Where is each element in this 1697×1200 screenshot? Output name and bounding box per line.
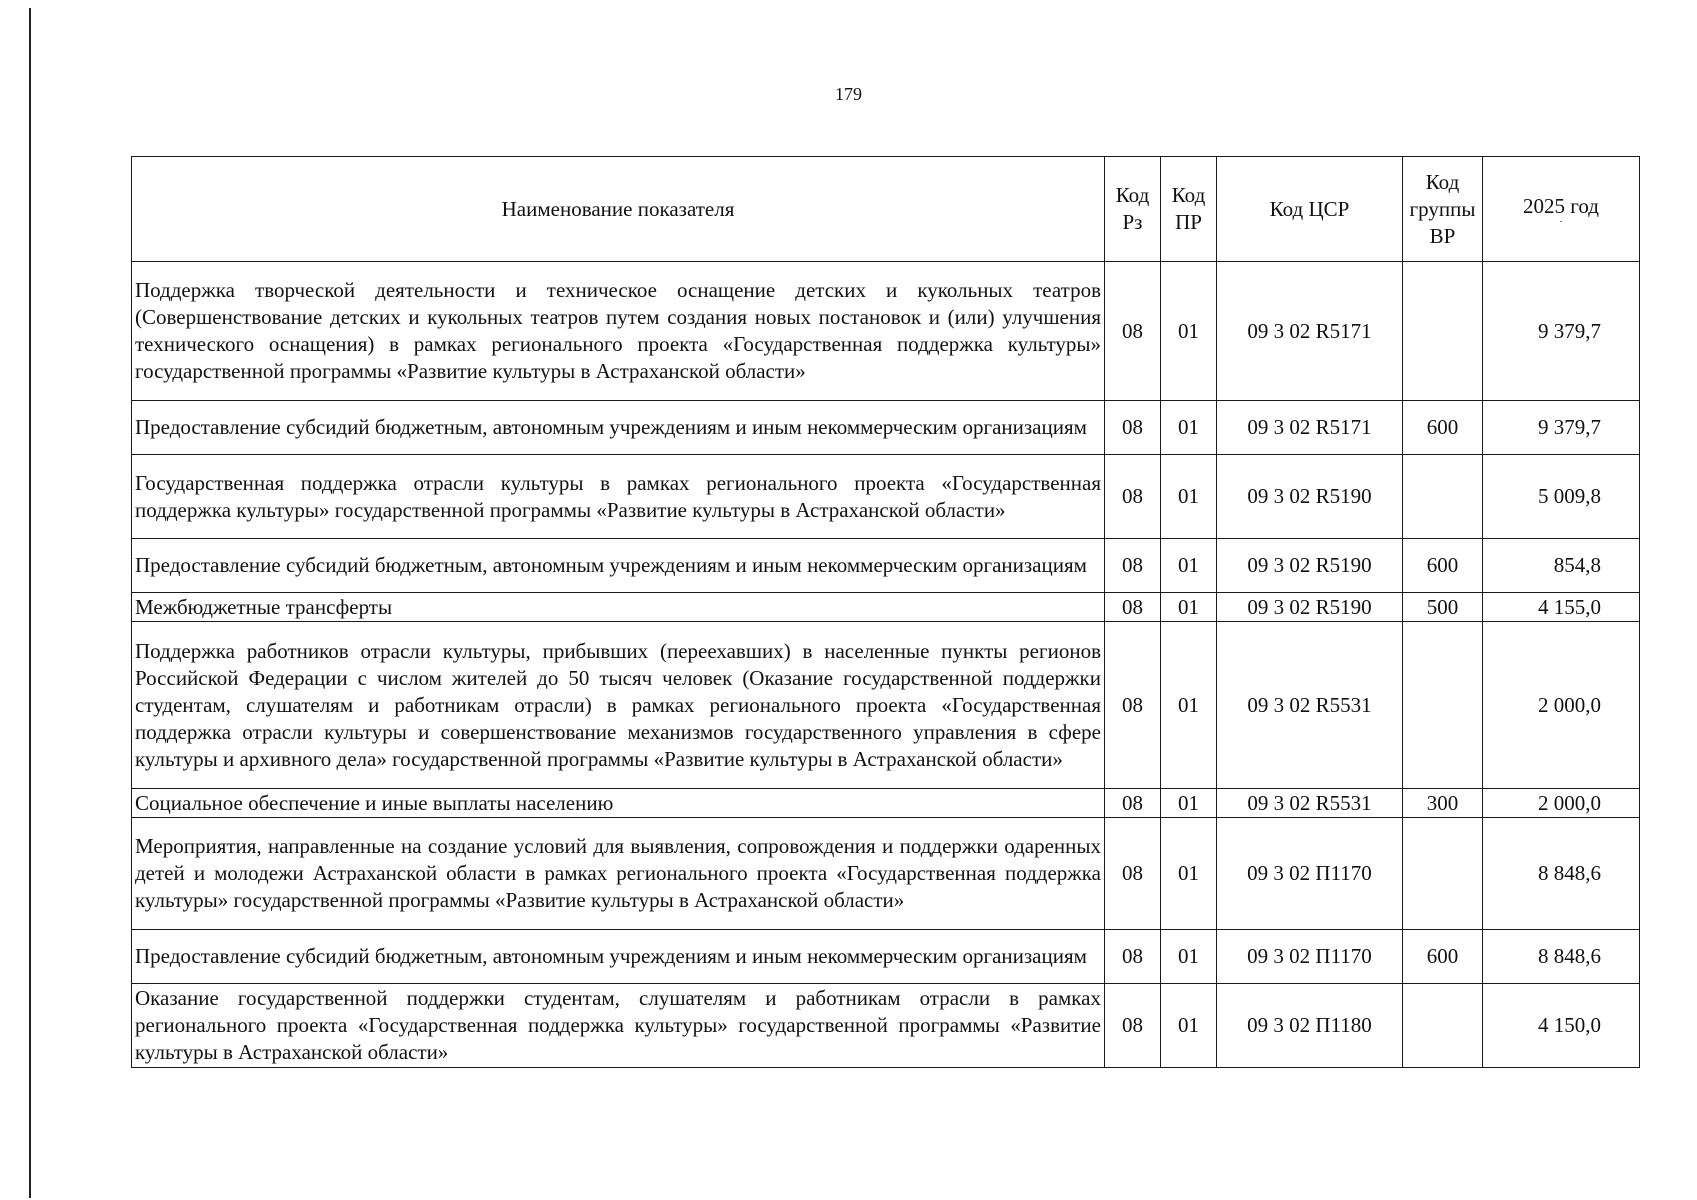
cell-vr-group-code <box>1403 622 1483 789</box>
cell-csr-code: 09 3 02 R5171 <box>1217 262 1403 401</box>
cell-pr-code: 01 <box>1161 789 1217 818</box>
cell-csr-code: 09 3 02 R5531 <box>1217 789 1403 818</box>
cell-pr-code: 01 <box>1161 262 1217 401</box>
table-row <box>132 984 1640 1068</box>
cell-amount-2025: 9 379,7 <box>1483 262 1640 401</box>
cell-rz-code: 08 <box>1105 930 1161 984</box>
cell-csr-code: 09 3 02 R5171 <box>1217 401 1403 455</box>
cell-amount-2025: 4 155,0 <box>1483 593 1640 622</box>
table-row <box>132 593 1640 622</box>
cell-vr-group-code: 600 <box>1403 539 1483 593</box>
cell-indicator-name: Социальное обеспечение и иные выплаты населению <box>132 789 1105 818</box>
cell-indicator-name: Предоставление субсидий бюджетным, автономным учреждениям и иным некоммерческим организациям <box>132 401 1105 455</box>
cell-csr-code: 09 3 02 R5190 <box>1217 593 1403 622</box>
table-row <box>132 455 1640 539</box>
cell-pr-code: 01 <box>1161 539 1217 593</box>
header-year-2025 <box>1483 157 1640 262</box>
cell-rz-code: 08 <box>1105 401 1161 455</box>
cell-csr-code: 09 3 02 R5531 <box>1217 622 1403 789</box>
header-year-2025-label: 2025 год <box>1523 193 1599 218</box>
cell-pr-code: 01 <box>1161 593 1217 622</box>
cell-pr-code: 01 <box>1161 984 1217 1068</box>
cell-csr-code: 09 3 02 П1180 <box>1217 984 1403 1068</box>
table-row <box>132 789 1640 818</box>
cell-amount-2025: 8 848,6 <box>1483 818 1640 930</box>
cell-csr-code: 09 3 02 R5190 <box>1217 455 1403 539</box>
header-rz-code: Код Рз <box>1105 157 1161 262</box>
cell-amount-2025: 9 379,7 <box>1483 401 1640 455</box>
header-indicator-name: Наименование показателя <box>132 157 1105 262</box>
cell-vr-group-code <box>1403 984 1483 1068</box>
cell-csr-code: 09 3 02 П1170 <box>1217 818 1403 930</box>
cell-indicator-name: Поддержка работников отрасли культуры, прибывших (переехавших) в населенные пункты регионов Российской Федерации с числом жителей до 50 тысяч человек (Оказание государственной поддержки студентам, слушателям и работникам отрасли) в рамках регионального проекта «Государственная поддержка отрасли культуры и совершенствование механизмов государственного управления в сфере культуры и архивного дела» государственной программы «Развитие культуры в Астраханской области» <box>132 622 1105 789</box>
cell-rz-code: 08 <box>1105 984 1161 1068</box>
cell-indicator-name: Поддержка творческой деятельности и техническое оснащение детских и кукольных театров (Совершенствование детских и кукольных театров путем создания новых постановок и (или) улучшения технического оснащения) в рамках регионального проекта «Государственная поддержка культуры» государственной программы «Развитие культуры в Астраханской области» <box>132 262 1105 401</box>
table-row <box>132 930 1640 984</box>
cell-vr-group-code: 500 <box>1403 593 1483 622</box>
cell-rz-code: 08 <box>1105 818 1161 930</box>
cell-vr-group-code: 600 <box>1403 401 1483 455</box>
table-body <box>132 262 1640 1068</box>
cell-indicator-name: Государственная поддержка отрасли культуры в рамках регионального проекта «Государственная поддержка культуры» государственной программы «Развитие культуры в Астраханской области» <box>132 455 1105 539</box>
table-row <box>132 622 1640 789</box>
cell-pr-code: 01 <box>1161 455 1217 539</box>
cell-rz-code: 08 <box>1105 539 1161 593</box>
header-vr-group-code: Код группы ВР <box>1403 157 1483 262</box>
header-csr-code: Код ЦСР <box>1217 157 1403 262</box>
page-number: 179 <box>835 84 862 104</box>
cell-amount-2025: 5 009,8 <box>1483 455 1640 539</box>
cell-indicator-name: Мероприятия, направленные на создание условий для выявления, сопровождения и поддержки одаренных детей и молодежи Астраханской области в рамках регионального проекта «Государственная поддержка культуры» государственной программы «Развитие культуры в Астраханской области» <box>132 818 1105 930</box>
cell-pr-code: 01 <box>1161 930 1217 984</box>
cell-vr-group-code: 600 <box>1403 930 1483 984</box>
table-row <box>132 262 1640 401</box>
cell-amount-2025: 2 000,0 <box>1483 622 1640 789</box>
header-pr-code: Код ПР <box>1161 157 1217 262</box>
cell-amount-2025: 854,8 <box>1483 539 1640 593</box>
table-row <box>132 539 1640 593</box>
table-row <box>132 401 1640 455</box>
budget-table <box>131 156 1640 1068</box>
cell-csr-code: 09 3 02 П1170 <box>1217 930 1403 984</box>
binding-margin-line <box>29 8 31 1198</box>
cell-csr-code: 09 3 02 R5190 <box>1217 539 1403 593</box>
table-header-row <box>132 157 1640 262</box>
cell-indicator-name: Предоставление субсидий бюджетным, автономным учреждениям и иным некоммерческим организациям <box>132 930 1105 984</box>
cell-vr-group-code <box>1403 818 1483 930</box>
cell-amount-2025: 4 150,0 <box>1483 984 1640 1068</box>
scan-artifact-dot: · <box>1559 216 1563 228</box>
cell-pr-code: 01 <box>1161 401 1217 455</box>
cell-rz-code: 08 <box>1105 789 1161 818</box>
cell-rz-code: 08 <box>1105 622 1161 789</box>
cell-vr-group-code <box>1403 262 1483 401</box>
cell-rz-code: 08 <box>1105 262 1161 401</box>
table-row <box>132 818 1640 930</box>
cell-indicator-name: Межбюджетные трансферты <box>132 593 1105 622</box>
cell-pr-code: 01 <box>1161 818 1217 930</box>
cell-indicator-name: Предоставление субсидий бюджетным, автономным учреждениям и иным некоммерческим организациям <box>132 539 1105 593</box>
cell-pr-code: 01 <box>1161 622 1217 789</box>
cell-rz-code: 08 <box>1105 593 1161 622</box>
cell-vr-group-code <box>1403 455 1483 539</box>
cell-vr-group-code: 300 <box>1403 789 1483 818</box>
cell-amount-2025: 8 848,6 <box>1483 930 1640 984</box>
cell-rz-code: 08 <box>1105 455 1161 539</box>
cell-indicator-name: Оказание государственной поддержки студентам, слушателям и работникам отрасли в рамках регионального проекта «Государственная поддержка культуры» государственной программы «Развитие культуры в Астраханской области» <box>132 984 1105 1068</box>
cell-amount-2025: 2 000,0 <box>1483 789 1640 818</box>
